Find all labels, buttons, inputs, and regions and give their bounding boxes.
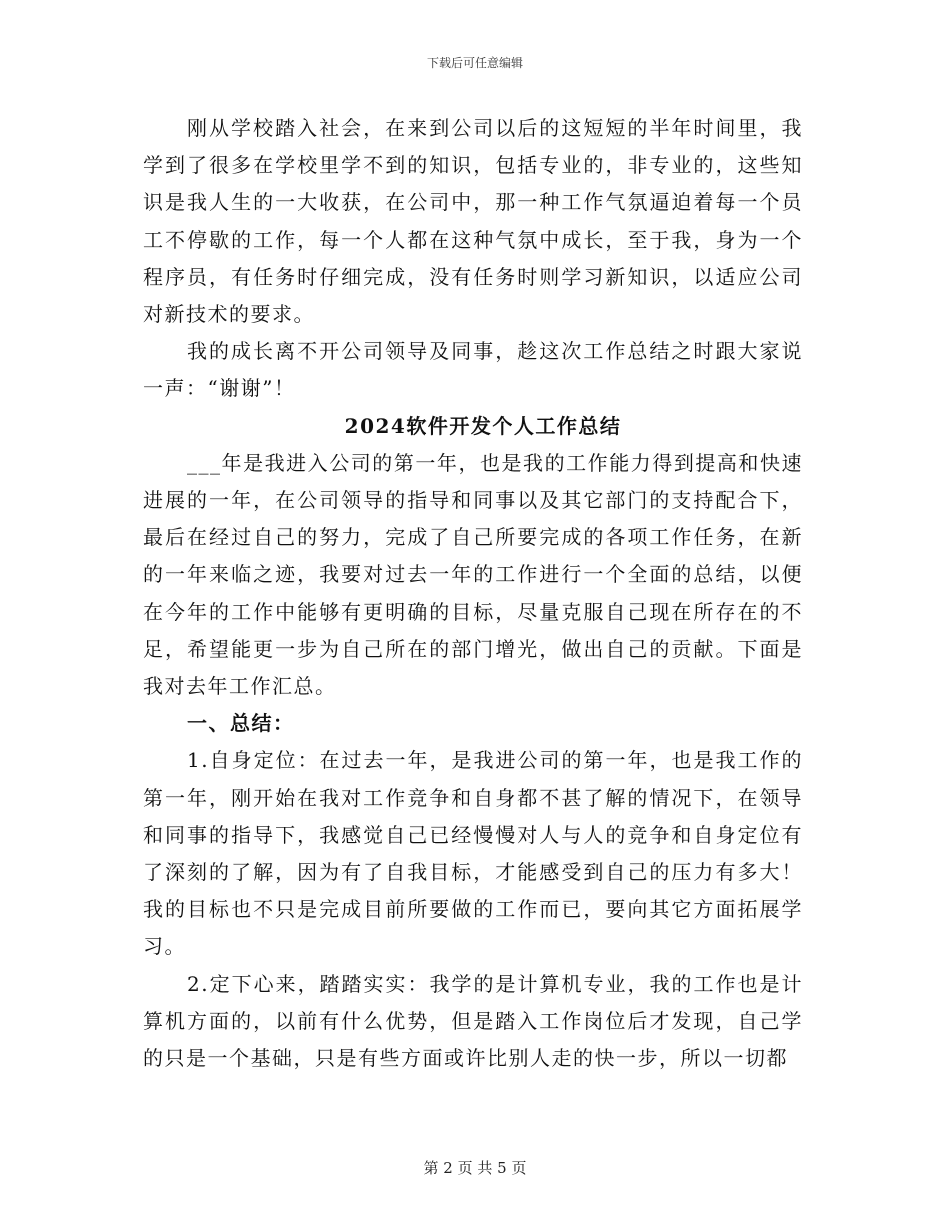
page-footer: 第 2 页 共 5 页 [423,1159,527,1177]
body-paragraph: 我的成长离不开公司领导及同事，趁这次工作总结之时跟大家说一声：“谢谢”！ [143,339,803,401]
document-body [143,110,803,1077]
list-item-paragraph: 2.定下心来，踏踏实实：我学的是计算机专业，我的工作也是计算机方面的，以前有什么优势，但是踏入工作岗位后才发现，自己学的只是一个基础，只是有些方面或许比别人走的快一步，所以一切都 [143,971,803,1071]
page-header: 下载后可任意编辑 [426,56,523,70]
body-paragraph: ___年是我进入公司的第一年，也是我的工作能力得到提高和快速进展的一年，在公司领导的指导和同事以及其它部门的支持配合下，最后在经过自己的努力，完成了自己所要完成的各项工作任务，在新的一年来临之迹，我要对过去一年的工作进行一个全面的总结，以便在今年的工作中能够有更明确的目标，尽量克服自己现在所存在的不足，希望能更一步为自己所在的部门增光，做出自己的贡献。下面是我对去年工作汇总。 [143,450,803,699]
section-heading: 一、总结： [187,711,295,736]
document-title: 2024软件开发个人工作总结 [344,413,622,438]
list-item-paragraph: 1.自身定位：在过去一年，是我进公司的第一年，也是我工作的第一年，刚开始在我对工作竞争和自身都不甚了解的情况下，在领导和同事的指导下，我感觉自己已经慢慢对人与人的竞争和自身定位有了深刻的了解，因为有了自我目标，才能感受到自己的压力有多大！我的目标也不只是完成目前所要做的工作而已，要向其它方面拓展学习。 [143,748,803,959]
body-paragraph: 刚从学校踏入社会，在来到公司以后的这短短的半年时间里，我学到了很多在学校里学不到的知识，包括专业的，非专业的，这些知识是我人生的一大收获，在公司中，那一种工作气氛逼迫着每一个员工不停歇的工作，每一个人都在这种气氛中成长，至于我，身为一个程序员，有任务时仔细完成，没有任务时则学习新知识，以适应公司对新技术的要求。 [143,116,803,327]
